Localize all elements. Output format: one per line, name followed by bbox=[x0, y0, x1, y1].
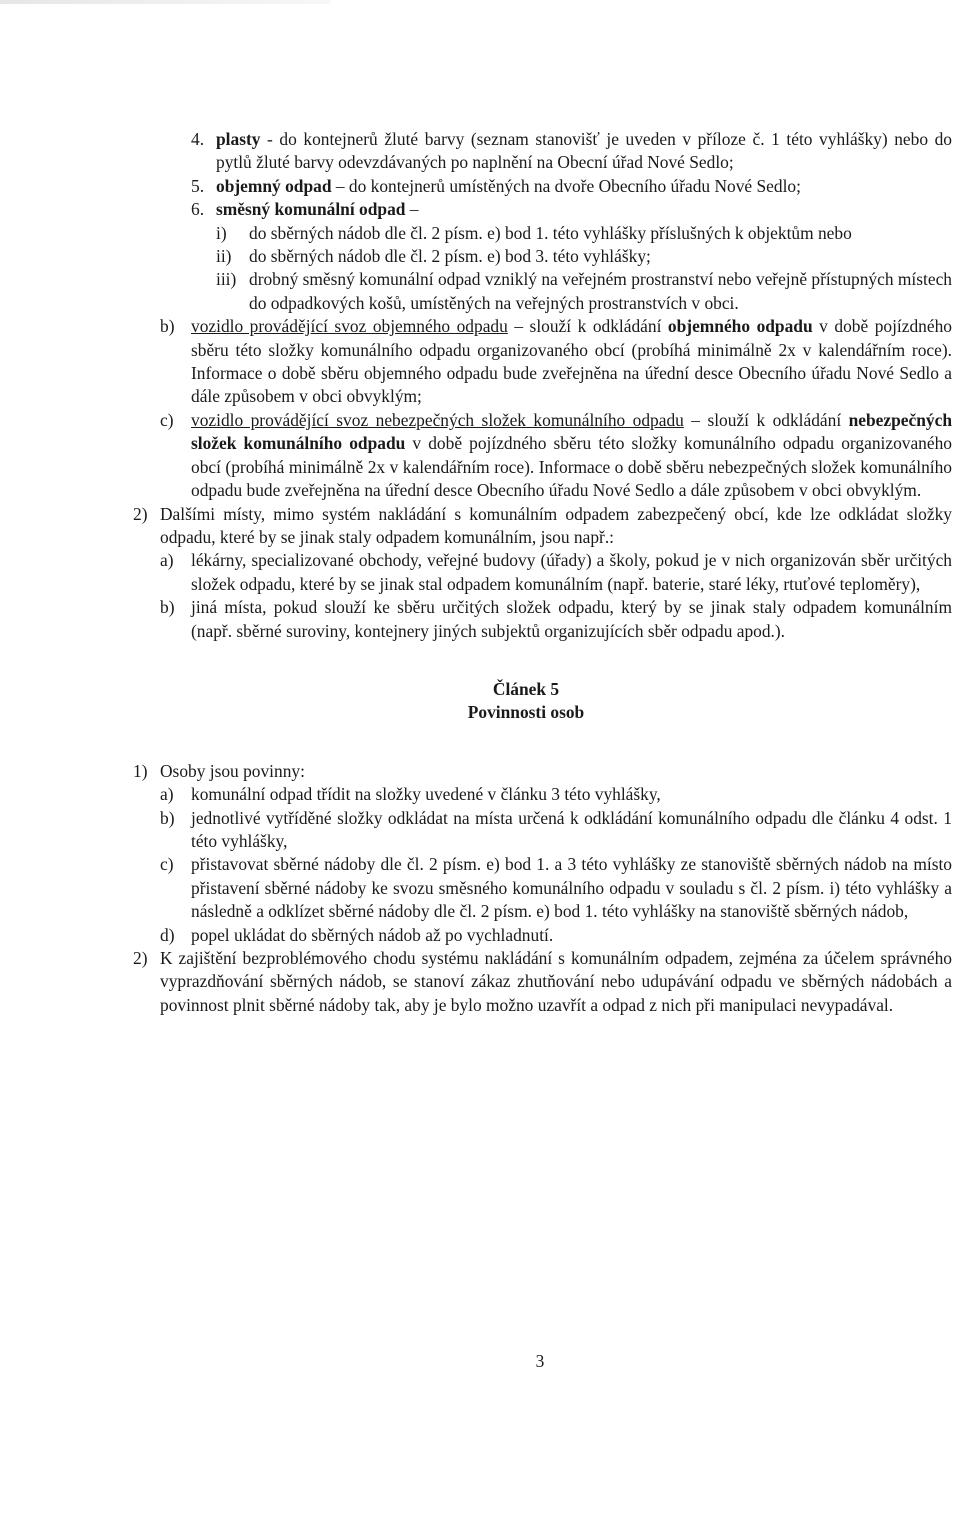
paragraph-marker: 2) bbox=[133, 948, 148, 968]
paragraph-text: Osoby jsou povinny: bbox=[160, 760, 305, 781]
list-marker: c) bbox=[160, 409, 174, 430]
item-text: – do kontejnerů umístěných na dvoře Obecního úřadu Nové Sedlo; bbox=[331, 175, 801, 196]
duty-item-a bbox=[0, 783, 960, 806]
paragraph-text: Dalšími místy, mimo systém nakládání s komunálním odpadem zabezpečený obcí, kde lze odkládat složky odpadu, které by se jinak staly odpadem komunálním, jsou např.: bbox=[160, 503, 952, 547]
sub-item-ii bbox=[0, 245, 960, 268]
article-title: Povinnosti osob bbox=[467, 702, 585, 723]
list-marker: b) bbox=[160, 316, 175, 337]
list-item-c-nebezpecne-svoz: c) vozidlo provádějící svoz nebezpečných složek komunálního odpadu – slouží k odkládání nebezpečných složek komunálního odpadu v době pojízdného sběru této složky komunálního odpadu organizovaného obcí (probíhá minimálně 2x v kalendářním roce). Informace o době sběru nebezpečných složek komunálního odpadu bude zveřejněna na úřední desce Obecního úřadu Nové Sedlo a dále způsobem v obci obvyklým. bbox=[0, 409, 960, 503]
item-text: popel ukládat do sběrných nádob až po vychladnutí. bbox=[191, 924, 554, 945]
scan-edge-line bbox=[0, 0, 330, 4]
list-marker: i) bbox=[216, 222, 227, 243]
item-text: přistavovat sběrné nádoby dle čl. 2 písm. e) bod 1. a 3 této vyhlášky ze stanoviště sběrných nádob na místo přistavení sběrné nádoby ke svozu směsného komunálního odpadu v souladu s čl. 2 písm. i) této vyhlášky a následně a odklízet sběrné nádoby dle čl. 2 písm. e) bod 1. této vyhlášky na stanoviště sběrných nádob, bbox=[191, 854, 952, 922]
item-text: – bbox=[405, 199, 419, 220]
term-nebezpecne-slozky: nebezpečných složek komunálního odpadu bbox=[191, 409, 952, 454]
duty-item-c bbox=[0, 853, 960, 923]
underlined-term: vozidlo provádějící svoz nebezpečných složek komunálního odpadu bbox=[191, 409, 684, 430]
document-page bbox=[0, 128, 960, 1017]
underlined-term: vozidlo provádějící svoz objemného odpadu bbox=[191, 316, 508, 337]
term-smesny-odpad: směsný komunální odpad bbox=[216, 199, 406, 220]
paragraph-text: K zajištění bezproblémového chodu systému nakládání s komunálním odpadem, zejména za účelem správného vyprazdňování sběrných nádob, se stanoví zákaz zhutňování nebo udupávání odpadu ve sběrných nádobách a povinnost plnit sběrné nádoby tak, aby je bylo možno uzavřít a odpad z nich při manipulaci nevypadával. bbox=[160, 948, 952, 1015]
paragraph-2-duties bbox=[0, 947, 960, 1017]
list-item-b-objemny-svoz: b) vozidlo provádějící svoz objemného odpadu – slouží k odkládání objemného odpadu v době pojízdného sběru této složky komunálního odpadu organizovaného obcí (probíhá minimálně 2x v kalendářním roce). Informace o době sběru objemného odpadu bude zveřejněna na úřední desce Obecního úřadu Nové Sedlo a dále způsobem v obci obvyklým; bbox=[0, 315, 960, 409]
paragraph-2 bbox=[0, 503, 960, 550]
list-marker: ii) bbox=[216, 246, 232, 267]
page-number: 3 bbox=[535, 1351, 545, 1371]
item-text: do sběrných nádob dle čl. 2 písm. e) bod 1. této vyhlášky příslušných k objektům nebo bbox=[249, 222, 852, 243]
list-marker: b) bbox=[160, 807, 175, 828]
list-item-a-lekarny bbox=[0, 549, 960, 596]
list-marker: a) bbox=[160, 784, 174, 805]
term-plasty: plasty bbox=[216, 129, 261, 149]
paragraph-1 bbox=[0, 760, 960, 783]
item-text: drobný směsný komunální odpad vzniklý na veřejném prostranství nebo veřejně přístupných místech do odpadkových košů, umístěných na veřejných prostranstvích v obci. bbox=[249, 269, 952, 313]
item-text: lékárny, specializované obchody, veřejné budovy (úřady) a školy, pokud je v nich organizován sběr určitých složek odpadu, které by se jinak stal odpadem komunálním (např. baterie, staré léky, rtuťové teploměry), bbox=[191, 550, 952, 594]
list-marker: iii) bbox=[216, 269, 237, 290]
sub-item-iii bbox=[0, 268, 960, 315]
item-text: jiná místa, pokud slouží ke sběru určitých složek odpadu, který by se jinak staly odpadem komunálním (např. sběrné suroviny, kontejnery jiných subjektů organizujících sběr odpadu apod.). bbox=[191, 597, 952, 641]
sub-item-i bbox=[0, 222, 960, 245]
list-marker: 5. bbox=[191, 175, 205, 196]
duty-item-b bbox=[0, 807, 960, 854]
list-marker: a) bbox=[160, 550, 174, 571]
item-text: do sběrných nádob dle čl. 2 písm. e) bod 3. této vyhlášky; bbox=[249, 246, 651, 267]
term-objemny-odpad: objemného odpadu bbox=[667, 316, 813, 337]
item-text: jednotlivé vytříděné složky odkládat na místa určená k odkládání komunálního odpadu dle článku 4 odst. 1 této vyhlášky, bbox=[191, 807, 952, 851]
item-text: komunální odpad třídit na složky uvedené v článku 3 této vyhlášky, bbox=[191, 784, 661, 805]
list-marker: 4. bbox=[191, 129, 205, 149]
term-objemny-odpad: objemný odpad bbox=[216, 175, 332, 196]
list-item-smesny bbox=[0, 198, 960, 221]
list-marker: c) bbox=[160, 854, 174, 875]
list-marker: d) bbox=[160, 924, 175, 945]
list-marker: b) bbox=[160, 597, 175, 618]
list-item-b-jina-mista bbox=[0, 596, 960, 643]
list-item-objemny bbox=[0, 175, 960, 198]
list-item-plasty bbox=[0, 128, 960, 175]
paragraph-marker: 1) bbox=[133, 760, 148, 781]
list-marker: 6. bbox=[191, 199, 205, 220]
article-number: Článek 5 bbox=[492, 678, 560, 699]
item-text: - do kontejnerů žluté barvy (seznam stanovišť je uveden v příloze č. 1 této vyhlášky) nebo do pytlů žluté barvy odevzdávaných po naplnění na Obecní úřad Nové Sedlo; bbox=[216, 129, 952, 173]
paragraph-marker: 2) bbox=[133, 503, 148, 524]
duty-item-d bbox=[0, 924, 960, 947]
